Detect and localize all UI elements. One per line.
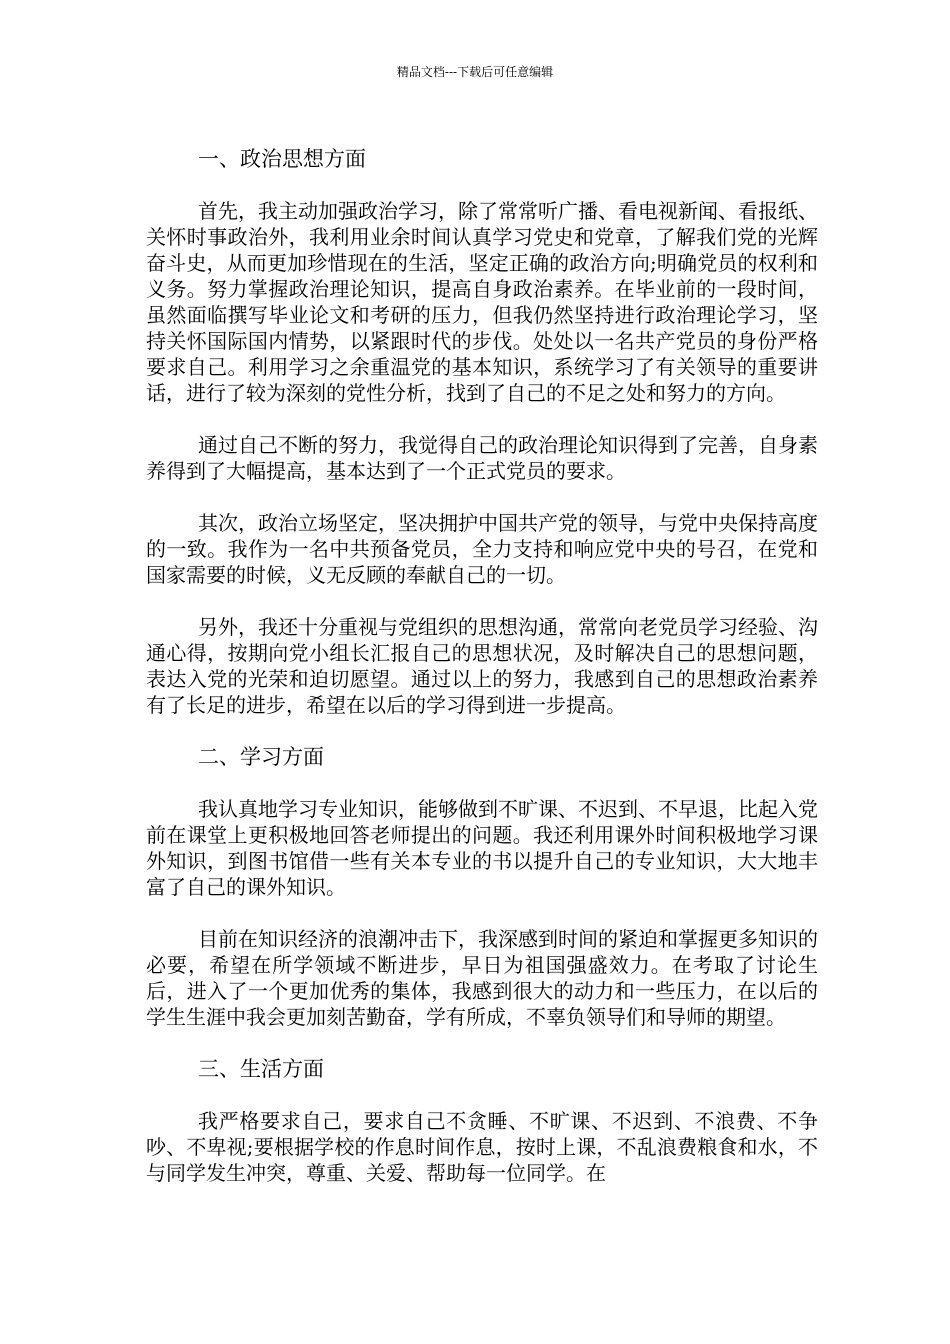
- section-heading-life: 三、生活方面: [198, 1057, 324, 1081]
- paragraph: 我严格要求自己，要求自己不贪睡、不旷课、不迟到、不浪费、不争吵、不卑视;要根据学校的作息时间作息，按时上课，不乱浪费粮食和水，不与同学发生冲突，尊重、关爱、帮助每一位同学。在: [146, 1109, 818, 1185]
- paragraph: 首先，我主动加强政治学习，除了常常听广播、看电视新闻、看报纸、关怀时事政治外，我利用业余时间认真学习党史和党章，了解我们党的光辉奋斗史，从而更加珍惜现在的生活，坚定正确的政治方向;明确党员的权利和义务。努力掌握政治理论知识，提高自身政治素养。在毕业前的一段时间，虽然面临撰写毕业论文和考研的压力，但我仍然坚持进行政治理论学习，坚持关怀国际国内情势，以紧跟时代的步伐。处处以一名共产党员的身份严格要求自己。利用学习之余重温党的基本知识，系统学习了有关领导的重要讲话，进行了较为深刻的党性分析，找到了自己的不足之处和努力的方向。: [146, 199, 818, 405]
- document-body: [146, 146, 818, 1186]
- paragraph: 其次，政治立场坚定，坚决拥护中国共产党的领导，与党中央保持高度的一致。我作为一名中共预备党员，全力支持和响应党中央的号召，在党和国家需要的时候，义无反顾的奉献自己的一切。: [146, 511, 818, 587]
- paragraph: 我认真地学习专业知识，能够做到不旷课、不迟到、不早退，比起入党前在课堂上更积极地回答老师提出的问题。我还利用课外时间积极地学习课外知识，到图书馆借一些有关本专业的书以提升自己的专业知识，大大地丰富了自己的课外知识。: [146, 797, 818, 899]
- paragraph: 目前在知识经济的浪潮冲击下，我深感到时间的紧迫和掌握更多知识的必要，希望在所学领域不断进步，早日为祖国强盛效力。在考取了讨论生后，进入了一个更加优秀的集体，我感到很大的动力和一些压力，在以后的学生生涯中我会更加刻苦勤奋，学有所成，不辜负领导们和导师的期望。: [146, 927, 818, 1029]
- paragraph: 通过自己不断的努力，我觉得自己的政治理论知识得到了完善，自身素养得到了大幅提高，基本达到了一个正式党员的要求。: [146, 433, 818, 483]
- section-heading-study: 二、学习方面: [198, 745, 324, 769]
- paragraph: 另外，我还十分重视与党组织的思想沟通，常常向老党员学习经验、沟通心得，按期向党小组长汇报自己的思想状况，及时解决自己的思想问题，表达入党的光荣和迫切愿望。通过以上的努力，我感到自己的思想政治素养有了长足的进步，希望在以后的学习得到进一步提高。: [146, 615, 818, 717]
- page-header: 精品文档---下载后可任意编辑: [396, 65, 554, 79]
- section-heading-political: 一、政治思想方面: [198, 147, 366, 171]
